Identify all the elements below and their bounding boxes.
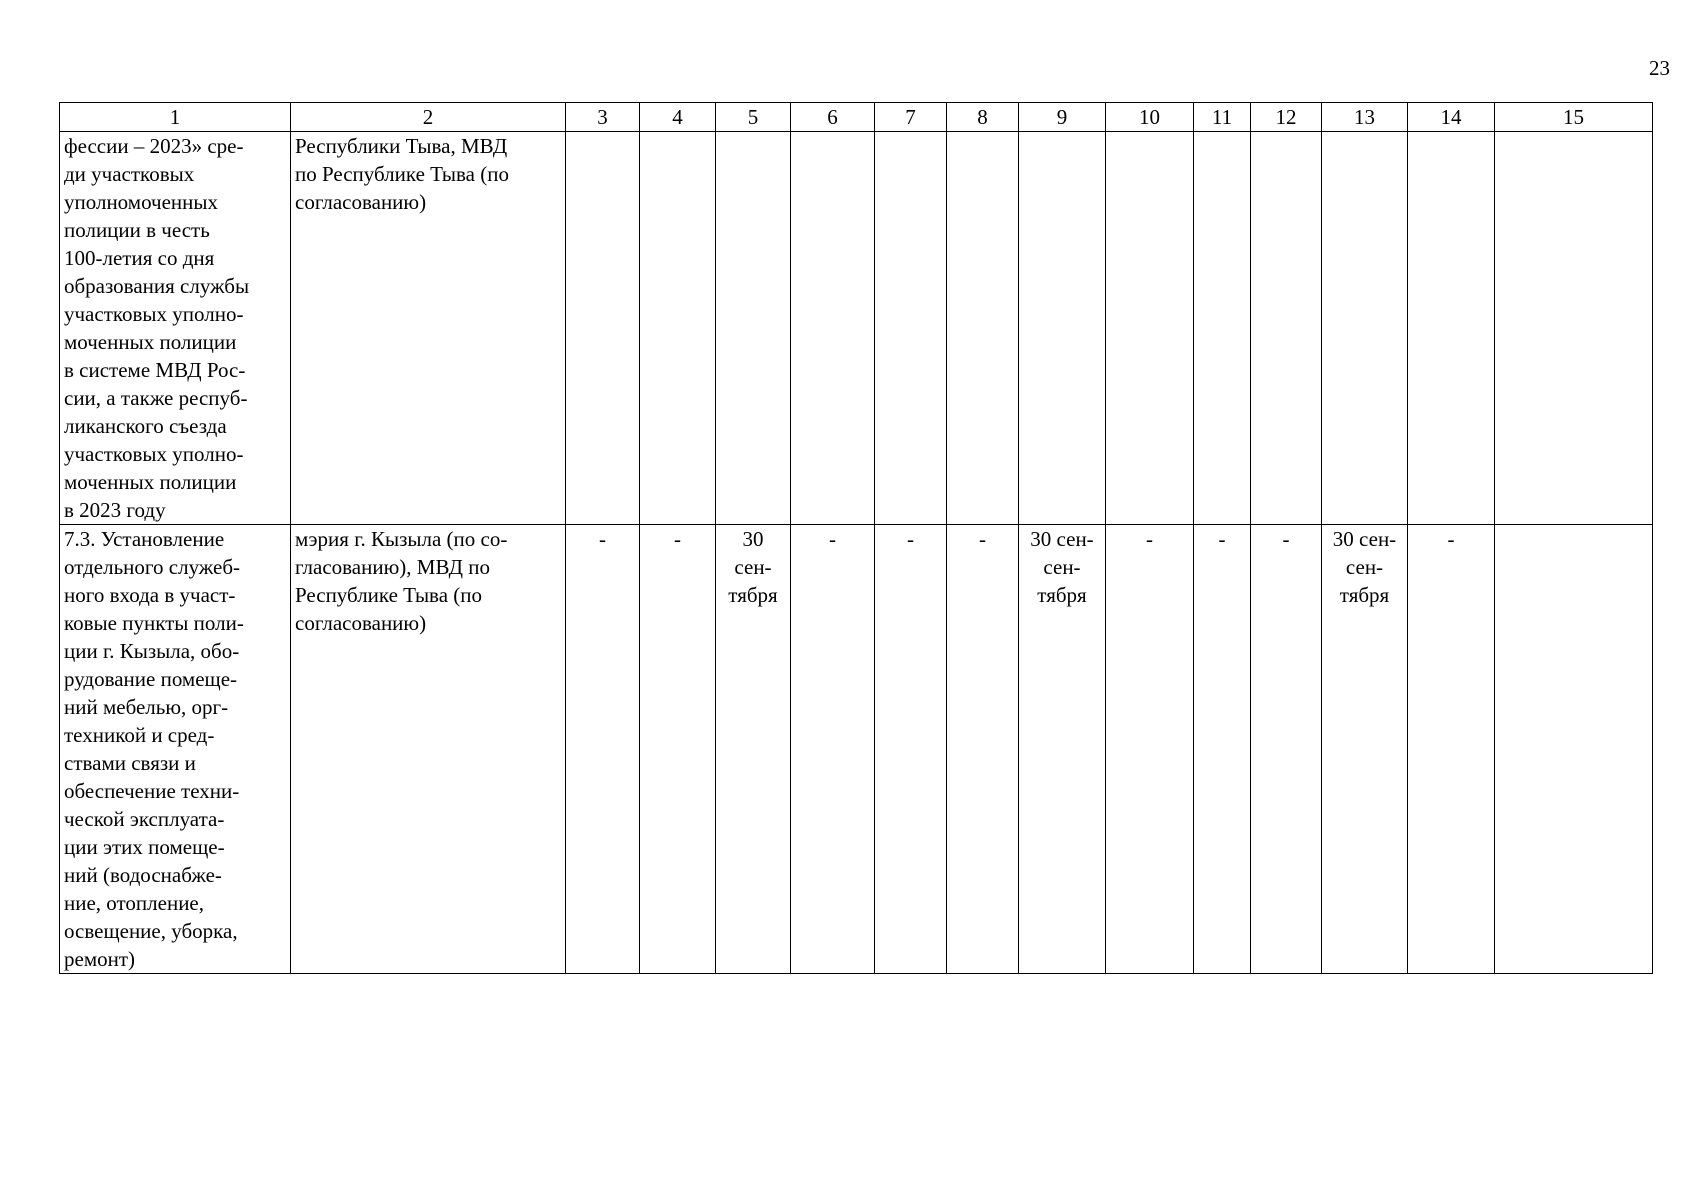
column-header: 1 <box>60 103 291 132</box>
column-header: 14 <box>1408 103 1495 132</box>
value-cell <box>1251 132 1322 525</box>
value-cell <box>791 132 875 525</box>
schedule-table <box>59 102 1653 974</box>
page-number: 23 <box>1649 56 1670 80</box>
column-header: 13 <box>1322 103 1408 132</box>
column-header: 3 <box>566 103 640 132</box>
column-header: 7 <box>875 103 947 132</box>
value-cell <box>1322 132 1408 525</box>
column-header: 5 <box>716 103 791 132</box>
column-header: 9 <box>1019 103 1106 132</box>
value-cell: - <box>640 525 716 974</box>
executor-cell: мэрия г. Кызыла (по со- гласованию), МВД по Республике Тыва (по согласованию) <box>291 525 566 974</box>
column-header: 10 <box>1106 103 1194 132</box>
value-cell <box>566 132 640 525</box>
table-row <box>60 525 1653 974</box>
value-cell <box>1495 525 1653 974</box>
value-cell <box>716 132 791 525</box>
value-cell: - <box>1251 525 1322 974</box>
value-cell <box>947 132 1019 525</box>
column-header: 2 <box>291 103 566 132</box>
event-description: 7.3. Установление отдельного служеб- ного входа в участ- ковые пункты поли- ции г. Кызыла, обо- рудование помеще- ний мебелью, орг- техникой и сред- ствами связи и обеспечение техни- ческой эксплуата- ции этих помеще- ний (водоснабже- ние, отопление, освещение, уборка, ремонт) <box>60 525 291 974</box>
column-header: 15 <box>1495 103 1653 132</box>
value-cell: - <box>947 525 1019 974</box>
value-cell <box>1194 132 1251 525</box>
column-header: 11 <box>1194 103 1251 132</box>
value-cell: - <box>1106 525 1194 974</box>
value-cell: 30 сен- тября <box>716 525 791 974</box>
table-row <box>60 132 1653 525</box>
column-header: 8 <box>947 103 1019 132</box>
header-row <box>60 103 1653 132</box>
column-header: 12 <box>1251 103 1322 132</box>
value-cell: 30 сен- сен- тября <box>1019 525 1106 974</box>
value-cell: - <box>875 525 947 974</box>
value-cell <box>875 132 947 525</box>
value-cell: - <box>566 525 640 974</box>
value-cell <box>1019 132 1106 525</box>
value-cell <box>1495 132 1653 525</box>
value-cell: 30 сен- сен- тября <box>1322 525 1408 974</box>
event-description: фессии – 2023» сре- ди участковых уполномоченных полиции в честь 100-летия со дня образования службы участковых уполно- моченных полиции в системе МВД Рос- сии, а также респуб- ликанского съезда участковых уполно- моченных полиции в 2023 году <box>60 132 291 525</box>
value-cell <box>640 132 716 525</box>
executor-cell: Республики Тыва, МВД по Республике Тыва (по согласованию) <box>291 132 566 525</box>
value-cell: - <box>1194 525 1251 974</box>
value-cell <box>1408 132 1495 525</box>
column-header: 4 <box>640 103 716 132</box>
column-header: 6 <box>791 103 875 132</box>
value-cell: - <box>1408 525 1495 974</box>
value-cell: - <box>791 525 875 974</box>
value-cell <box>1106 132 1194 525</box>
